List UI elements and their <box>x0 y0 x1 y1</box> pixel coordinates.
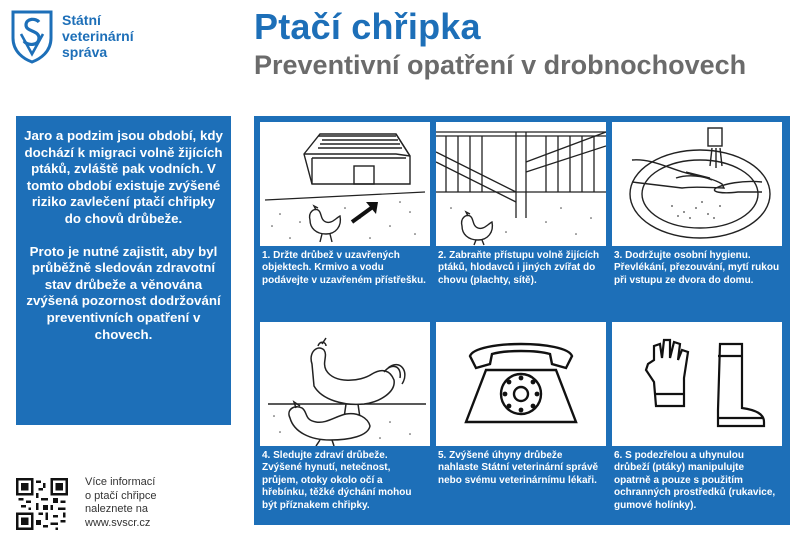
measure-4 <box>260 322 430 516</box>
logo-line-1: Státní <box>62 12 101 28</box>
qr-code-icon[interactable] <box>16 478 68 530</box>
more-info-line-3: naleznete na <box>85 503 148 516</box>
measure-1-text: 1. Držte drůbež v uzavřených objektech. Krmivo a vodu podávejte v uzavřeném přístřešku. <box>262 250 426 286</box>
henhouse-icon <box>260 122 430 246</box>
logo-line-2: veterinární <box>62 28 134 44</box>
measure-3 <box>612 122 782 316</box>
measure-2 <box>436 122 606 316</box>
handwashing-icon <box>612 122 782 246</box>
intro-paragraph-1: Jaro a podzim jsou období, kdy dochází k migraci volně žijících ptáků, zvláště pak vodních. V tomto období existuje zvýšené riziko zavlečení ptačí chřipky do chovů drůbeže. <box>24 128 223 226</box>
fence-icon <box>436 122 606 246</box>
measure-6-text: 6. S podezřelou a uhynulou drůbeží (ptáky) manipulujte opatrně a pouze s použitím ochranných prostředků (rukavice, gumové holínky). <box>614 450 776 511</box>
intro-box <box>16 116 231 425</box>
measure-3-text: 3. Dodržujte osobní hygienu. Převlékání, přezouvání, mytí rukou při vstupu ze dvora do domu. <box>614 250 780 286</box>
measure-1 <box>260 122 430 316</box>
more-info-line-1: Více informací <box>85 476 156 488</box>
more-info-line-2: o ptačí chřipce <box>85 489 157 502</box>
measure-2-text: 2. Zabraňte přístupu volně žijících ptáků, hlodavců i jiných zvířat do chovu (plachty, sítě). <box>438 250 600 286</box>
page-title: Ptačí chřipka <box>254 6 481 47</box>
measure-6 <box>612 322 782 516</box>
measure-5-text: 5. Zvýšené úhyny drůbeže nahlaste Státní veterinární správě nebo svému veterinárnímu lékaři. <box>438 450 599 486</box>
svs-logo <box>10 8 210 70</box>
more-info <box>85 476 157 530</box>
page-subtitle: Preventivní opatření v drobnochovech <box>254 50 747 80</box>
gloves-boots-icon <box>612 322 782 446</box>
logo-line-3: správa <box>62 44 108 60</box>
measure-4-text: 4. Sledujte zdraví drůbeže. Zvýšené hynutí, netečnost, průjem, otoky okolo očí a hřebínku, těžké dýchání mohou být příznakem chřipky. <box>262 450 412 511</box>
intro-paragraph-2: Proto je nutné zajistit, aby byl průběžně sledován zdravotní stav drůbeže a věnována zvýšená pozornost dodržování preventivních opatření v chovech. <box>26 243 221 342</box>
website-link[interactable]: www.svscr.cz <box>85 516 151 529</box>
measure-5 <box>436 322 606 516</box>
chickens-icon <box>260 322 430 446</box>
telephone-icon <box>436 322 606 446</box>
shield-logo-icon <box>10 8 54 64</box>
measures-grid <box>254 116 790 525</box>
